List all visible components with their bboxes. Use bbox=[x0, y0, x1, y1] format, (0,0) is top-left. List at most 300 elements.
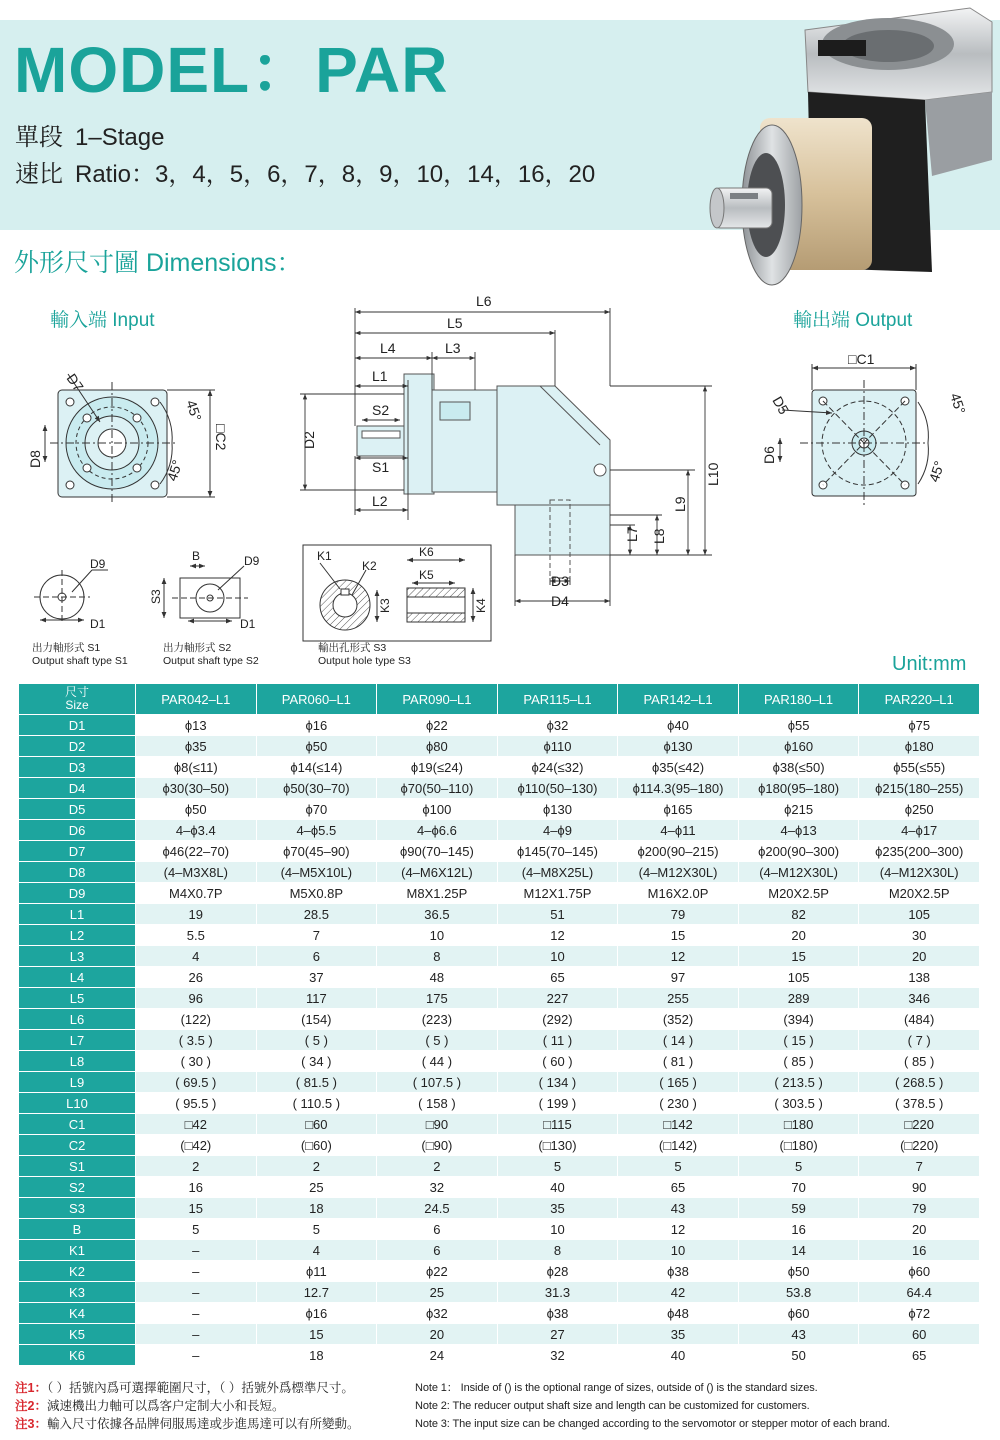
spec-value-cell: ( 7 ) bbox=[859, 1030, 980, 1051]
spec-value-cell: (352) bbox=[618, 1009, 739, 1030]
spec-value-cell: 2 bbox=[136, 1156, 257, 1177]
spec-value-cell: 2 bbox=[256, 1156, 377, 1177]
spec-value-cell: 28.5 bbox=[256, 904, 377, 925]
spec-value-cell: ϕ11 bbox=[256, 1261, 377, 1282]
spec-value-cell: 4–ϕ6.6 bbox=[377, 820, 498, 841]
spec-value-cell: ϕ165 bbox=[618, 799, 739, 820]
spec-value-cell: M8X1.25P bbox=[377, 883, 498, 904]
label-K4: K4 bbox=[474, 598, 488, 613]
label-B: B bbox=[192, 549, 201, 563]
spec-value-cell: 65 bbox=[859, 1345, 980, 1366]
spec-value-cell: □142 bbox=[618, 1114, 739, 1135]
note-text-zh: 減速機出力軸可以爲客户定制大小和長短。 bbox=[46, 1399, 285, 1413]
label-D1: D1 bbox=[90, 617, 106, 631]
spec-value-cell: 51 bbox=[497, 904, 618, 925]
spec-value-cell: (4–M12X30L) bbox=[859, 862, 980, 883]
table-row bbox=[19, 841, 980, 862]
section-title-dimensions: 外形尺寸圖 Dimensions： bbox=[14, 249, 302, 277]
spec-value-cell: 4–ϕ5.5 bbox=[256, 820, 377, 841]
param-label-cell: D9 bbox=[19, 883, 136, 904]
param-label-cell: K3 bbox=[19, 1282, 136, 1303]
table-row bbox=[19, 1261, 980, 1282]
spec-value-cell: 59 bbox=[738, 1198, 859, 1219]
label-D1: D1 bbox=[240, 617, 256, 631]
unit-label: Unit:mm bbox=[892, 653, 967, 675]
note-text-en: Note 2: The reducer output shaft size and length can be customized for customers. bbox=[415, 1400, 810, 1412]
spec-value-cell: ( 14 ) bbox=[618, 1030, 739, 1051]
caption-s3-en: Output hole type S3 bbox=[318, 655, 411, 667]
spec-value-cell: (4–M12X30L) bbox=[618, 862, 739, 883]
spec-value-cell: 20 bbox=[859, 946, 980, 967]
spec-value-cell: 5 bbox=[497, 1156, 618, 1177]
spec-value-cell: ( 107.5 ) bbox=[377, 1072, 498, 1093]
spec-value-cell: □90 bbox=[377, 1114, 498, 1135]
table-row bbox=[19, 1114, 980, 1135]
spec-value-cell: ϕ30(30–50) bbox=[136, 778, 257, 799]
spec-value-cell: 70 bbox=[738, 1177, 859, 1198]
spec-value-cell: ϕ200(90–300) bbox=[738, 841, 859, 862]
spec-value-cell: ( 134 ) bbox=[497, 1072, 618, 1093]
spec-value-cell: M16X2.0P bbox=[618, 883, 739, 904]
spec-value-cell: ϕ70(45–90) bbox=[256, 841, 377, 862]
label-L10: L10 bbox=[705, 462, 721, 486]
param-label-cell: L2 bbox=[19, 925, 136, 946]
spec-value-cell: ϕ70(50–110) bbox=[377, 778, 498, 799]
spec-value-cell: □60 bbox=[256, 1114, 377, 1135]
spec-value-cell: (□180) bbox=[738, 1135, 859, 1156]
spec-value-cell: 5 bbox=[738, 1156, 859, 1177]
input-end-view bbox=[45, 374, 215, 505]
spec-value-cell: ϕ180 bbox=[859, 736, 980, 757]
label-D6: D6 bbox=[761, 446, 777, 464]
param-label-cell: C1 bbox=[19, 1114, 136, 1135]
spec-value-cell: – bbox=[136, 1345, 257, 1366]
param-label-cell: S2 bbox=[19, 1177, 136, 1198]
label-angle-45: 45° bbox=[947, 390, 969, 417]
spec-value-cell: 26 bbox=[136, 967, 257, 988]
caption-s2-en: Output shaft type S2 bbox=[163, 655, 259, 667]
spec-value-cell: ( 69.5 ) bbox=[136, 1072, 257, 1093]
model-header-cell: PAR115–L1 bbox=[497, 684, 618, 715]
spec-value-cell: ( 44 ) bbox=[377, 1051, 498, 1072]
param-label-cell: K6 bbox=[19, 1345, 136, 1366]
spec-value-cell: 16 bbox=[136, 1177, 257, 1198]
spec-value-cell: (□130) bbox=[497, 1135, 618, 1156]
label-D9: D9 bbox=[90, 557, 106, 571]
spec-value-cell: (4–M12X30L) bbox=[738, 862, 859, 883]
param-label-cell: K1 bbox=[19, 1240, 136, 1261]
spec-value-cell: 64.4 bbox=[859, 1282, 980, 1303]
spec-value-cell: (□42) bbox=[136, 1135, 257, 1156]
table-row bbox=[19, 925, 980, 946]
spec-value-cell: 138 bbox=[859, 967, 980, 988]
spec-value-cell: 25 bbox=[377, 1282, 498, 1303]
label-D9: D9 bbox=[244, 554, 260, 568]
spec-value-cell: 6 bbox=[377, 1240, 498, 1261]
spec-value-cell: 105 bbox=[859, 904, 980, 925]
param-label-cell: C2 bbox=[19, 1135, 136, 1156]
param-label-cell: L5 bbox=[19, 988, 136, 1009]
spec-value-cell: 5 bbox=[618, 1156, 739, 1177]
table-row bbox=[19, 1072, 980, 1093]
param-label-cell: K5 bbox=[19, 1324, 136, 1345]
model-header-cell: PAR220–L1 bbox=[859, 684, 980, 715]
label-D7: D7 bbox=[63, 370, 87, 395]
spec-value-cell: ϕ200(90–215) bbox=[618, 841, 739, 862]
param-label-cell: D8 bbox=[19, 862, 136, 883]
spec-value-cell: 40 bbox=[497, 1177, 618, 1198]
spec-value-cell: □220 bbox=[859, 1114, 980, 1135]
spec-value-cell: 20 bbox=[738, 925, 859, 946]
param-label-cell: L10 bbox=[19, 1093, 136, 1114]
spec-value-cell: 24.5 bbox=[377, 1198, 498, 1219]
spec-value-cell: 2 bbox=[377, 1156, 498, 1177]
table-row bbox=[19, 1030, 980, 1051]
table-row bbox=[19, 799, 980, 820]
spec-value-cell: 10 bbox=[618, 1240, 739, 1261]
dimension-drawings bbox=[0, 290, 1000, 680]
spec-value-cell: 18 bbox=[256, 1198, 377, 1219]
note-label: 注2： bbox=[15, 1399, 47, 1413]
spec-value-cell: (□60) bbox=[256, 1135, 377, 1156]
label-L3: L3 bbox=[445, 340, 461, 356]
spec-value-cell: ( 85 ) bbox=[859, 1051, 980, 1072]
spec-value-cell: 175 bbox=[377, 988, 498, 1009]
label-S1: S1 bbox=[372, 459, 390, 475]
spec-value-cell: 90 bbox=[859, 1177, 980, 1198]
spec-value-cell: ϕ35 bbox=[136, 736, 257, 757]
label-D8: D8 bbox=[27, 450, 43, 468]
spec-value-cell: 15 bbox=[136, 1198, 257, 1219]
spec-value-cell: ϕ38(≤50) bbox=[738, 757, 859, 778]
param-label-cell: L3 bbox=[19, 946, 136, 967]
label-L2: L2 bbox=[372, 493, 388, 509]
caption-s2-zh: 出力軸形式 S2 bbox=[163, 642, 232, 654]
spec-value-cell: ϕ13 bbox=[136, 715, 257, 736]
spec-value-cell: ϕ8(≤11) bbox=[136, 757, 257, 778]
label-L5: L5 bbox=[447, 315, 463, 331]
label-K1: K1 bbox=[317, 549, 332, 563]
note-label: 注1： bbox=[15, 1381, 47, 1395]
table-row bbox=[19, 1051, 980, 1072]
spec-value-cell: ϕ60 bbox=[859, 1261, 980, 1282]
spec-value-cell: ( 165 ) bbox=[618, 1072, 739, 1093]
spec-value-cell: 227 bbox=[497, 988, 618, 1009]
shaft-type-s2-sketch bbox=[164, 566, 248, 621]
param-label-cell: S3 bbox=[19, 1198, 136, 1219]
spec-value-cell: ϕ130 bbox=[497, 799, 618, 820]
spec-value-cell: – bbox=[136, 1261, 257, 1282]
spec-value-cell: 16 bbox=[738, 1219, 859, 1240]
spec-value-cell: 40 bbox=[618, 1345, 739, 1366]
table-row bbox=[19, 1324, 980, 1345]
spec-value-cell: ϕ90(70–145) bbox=[377, 841, 498, 862]
gearbox-photo bbox=[700, 0, 1000, 300]
spec-value-cell: ϕ215(180–255) bbox=[859, 778, 980, 799]
spec-value-cell: ( 378.5 ) bbox=[859, 1093, 980, 1114]
spec-value-cell: 346 bbox=[859, 988, 980, 1009]
table-row bbox=[19, 1282, 980, 1303]
note-2 bbox=[15, 1397, 990, 1415]
label-K5: K5 bbox=[419, 568, 434, 582]
table-row bbox=[19, 1240, 980, 1261]
label-D5: D5 bbox=[769, 393, 793, 418]
spec-value-cell: M4X0.7P bbox=[136, 883, 257, 904]
table-row bbox=[19, 988, 980, 1009]
spec-value-cell: 65 bbox=[618, 1177, 739, 1198]
spec-value-cell: 4 bbox=[136, 946, 257, 967]
note-label: 注3： bbox=[15, 1417, 47, 1431]
label-D4: D4 bbox=[551, 593, 569, 609]
spec-value-cell: 7 bbox=[256, 925, 377, 946]
spec-value-cell: 31.3 bbox=[497, 1282, 618, 1303]
param-label-cell: L1 bbox=[19, 904, 136, 925]
spec-value-cell: 15 bbox=[738, 946, 859, 967]
ratio-label-zh: 速比 bbox=[15, 161, 63, 188]
spec-value-cell: (□90) bbox=[377, 1135, 498, 1156]
spec-value-cell: 79 bbox=[859, 1198, 980, 1219]
spec-value-cell: M20X2.5P bbox=[738, 883, 859, 904]
spec-value-cell: 16 bbox=[859, 1240, 980, 1261]
model-header-cell: PAR090–L1 bbox=[377, 684, 498, 715]
spec-value-cell: ϕ60 bbox=[738, 1303, 859, 1324]
spec-value-cell: 20 bbox=[859, 1219, 980, 1240]
label-L4: L4 bbox=[380, 340, 396, 356]
spec-value-cell: 10 bbox=[377, 925, 498, 946]
param-label-cell: D6 bbox=[19, 820, 136, 841]
spec-value-cell: ( 268.5 ) bbox=[859, 1072, 980, 1093]
spec-value-cell: ϕ110 bbox=[497, 736, 618, 757]
spec-table bbox=[18, 683, 980, 1366]
spec-value-cell: 4–ϕ17 bbox=[859, 820, 980, 841]
spec-value-cell: (4–M6X12L) bbox=[377, 862, 498, 883]
spec-value-cell: – bbox=[136, 1303, 257, 1324]
spec-value-cell: 12 bbox=[618, 1219, 739, 1240]
note-text-en: Note 3: The input size can be changed according to the servomotor or stepper motor of each brand. bbox=[415, 1418, 890, 1430]
spec-value-cell: ( 15 ) bbox=[738, 1030, 859, 1051]
model-title: MODEL：PAR bbox=[14, 34, 449, 106]
table-row bbox=[19, 883, 980, 904]
spec-value-cell: ϕ75 bbox=[859, 715, 980, 736]
spec-value-cell: ϕ22 bbox=[377, 1261, 498, 1282]
table-row bbox=[19, 1345, 980, 1366]
spec-value-cell: 8 bbox=[497, 1240, 618, 1261]
side-view bbox=[357, 374, 610, 578]
spec-value-cell: ( 30 ) bbox=[136, 1051, 257, 1072]
param-label-cell: D4 bbox=[19, 778, 136, 799]
table-row bbox=[19, 862, 980, 883]
spec-value-cell: ϕ28 bbox=[497, 1261, 618, 1282]
spec-value-cell: 24 bbox=[377, 1345, 498, 1366]
spec-value-cell: 82 bbox=[738, 904, 859, 925]
spec-value-cell: ϕ32 bbox=[497, 715, 618, 736]
spec-value-cell: 10 bbox=[497, 946, 618, 967]
spec-value-cell: 79 bbox=[618, 904, 739, 925]
spec-table-body bbox=[19, 715, 980, 1366]
label-D2: D2 bbox=[301, 431, 317, 449]
spec-value-cell: ϕ50 bbox=[256, 736, 377, 757]
stage-label-zh: 單段 bbox=[15, 124, 63, 151]
spec-value-cell: 15 bbox=[618, 925, 739, 946]
spec-value-cell: ϕ50(30–70) bbox=[256, 778, 377, 799]
spec-value-cell: ϕ16 bbox=[256, 715, 377, 736]
spec-value-cell: 42 bbox=[618, 1282, 739, 1303]
table-row bbox=[19, 736, 980, 757]
spec-value-cell: 20 bbox=[377, 1324, 498, 1345]
note-text-zh: （ ）括號內爲可選擇範圍尺寸，（ ）括號外爲標準尺寸。 bbox=[46, 1381, 354, 1395]
stage-line bbox=[15, 124, 164, 153]
spec-value-cell: 18 bbox=[256, 1345, 377, 1366]
spec-value-cell: ( 5 ) bbox=[377, 1030, 498, 1051]
param-label-cell: L9 bbox=[19, 1072, 136, 1093]
label-D3: D3 bbox=[551, 573, 569, 589]
spec-value-cell: ϕ180(95–180) bbox=[738, 778, 859, 799]
spec-value-cell: 6 bbox=[256, 946, 377, 967]
spec-value-cell: M12X1.75P bbox=[497, 883, 618, 904]
spec-value-cell: (□220) bbox=[859, 1135, 980, 1156]
spec-value-cell: ϕ215 bbox=[738, 799, 859, 820]
spec-value-cell: 12 bbox=[618, 946, 739, 967]
spec-value-cell: ϕ50 bbox=[136, 799, 257, 820]
param-label-cell: B bbox=[19, 1219, 136, 1240]
spec-value-cell: 30 bbox=[859, 925, 980, 946]
note-text-zh: 輸入尺寸依據各品牌伺服馬達或步進馬達可以有所變動。 bbox=[46, 1417, 360, 1431]
spec-value-cell: ϕ55(≤55) bbox=[859, 757, 980, 778]
spec-value-cell: ϕ130 bbox=[618, 736, 739, 757]
spec-value-cell: 5 bbox=[136, 1219, 257, 1240]
spec-value-cell: 35 bbox=[497, 1198, 618, 1219]
table-row bbox=[19, 967, 980, 988]
label-C1: □C1 bbox=[848, 351, 875, 367]
spec-value-cell: 289 bbox=[738, 988, 859, 1009]
param-label-cell: L6 bbox=[19, 1009, 136, 1030]
table-row bbox=[19, 1303, 980, 1324]
label-S3: S3 bbox=[149, 589, 163, 604]
label-K3: K3 bbox=[378, 598, 392, 613]
output-view-title: 輸出端 Output bbox=[793, 310, 913, 331]
spec-value-cell: ( 34 ) bbox=[256, 1051, 377, 1072]
spec-value-cell: ( 3.5 ) bbox=[136, 1030, 257, 1051]
spec-value-cell: ( 303.5 ) bbox=[738, 1093, 859, 1114]
spec-value-cell: 7 bbox=[859, 1156, 980, 1177]
label-L9: L9 bbox=[672, 496, 688, 512]
spec-value-cell: ( 199 ) bbox=[497, 1093, 618, 1114]
table-row bbox=[19, 1156, 980, 1177]
spec-value-cell: 19 bbox=[136, 904, 257, 925]
spec-value-cell: 4–ϕ13 bbox=[738, 820, 859, 841]
spec-value-cell: 12.7 bbox=[256, 1282, 377, 1303]
size-header-en: Size bbox=[65, 698, 89, 712]
spec-value-cell: 105 bbox=[738, 967, 859, 988]
spec-value-cell: ( 95.5 ) bbox=[136, 1093, 257, 1114]
spec-value-cell: M5X0.8P bbox=[256, 883, 377, 904]
label-S2: S2 bbox=[372, 402, 390, 418]
spec-value-cell: 43 bbox=[618, 1198, 739, 1219]
shaft-type-s1-sketch bbox=[34, 570, 108, 624]
spec-value-cell: – bbox=[136, 1282, 257, 1303]
spec-value-cell: 117 bbox=[256, 988, 377, 1009]
spec-table-header bbox=[19, 684, 980, 715]
spec-value-cell: □42 bbox=[136, 1114, 257, 1135]
spec-value-cell: ϕ40 bbox=[618, 715, 739, 736]
spec-value-cell: ( 158 ) bbox=[377, 1093, 498, 1114]
spec-value-cell: ϕ46(22–70) bbox=[136, 841, 257, 862]
spec-value-cell: 5.5 bbox=[136, 925, 257, 946]
spec-value-cell: 50 bbox=[738, 1345, 859, 1366]
param-label-cell: K4 bbox=[19, 1303, 136, 1324]
table-row bbox=[19, 1093, 980, 1114]
spec-value-cell: 10 bbox=[497, 1219, 618, 1240]
spec-value-cell: ϕ72 bbox=[859, 1303, 980, 1324]
table-row bbox=[19, 757, 980, 778]
spec-value-cell: ϕ50 bbox=[738, 1261, 859, 1282]
label-angle-45: 45° bbox=[163, 457, 186, 483]
table-row bbox=[19, 715, 980, 736]
spec-value-cell: □115 bbox=[497, 1114, 618, 1135]
param-label-cell: K2 bbox=[19, 1261, 136, 1282]
spec-value-cell: 8 bbox=[377, 946, 498, 967]
param-label-cell: D7 bbox=[19, 841, 136, 862]
spec-value-cell: 14 bbox=[738, 1240, 859, 1261]
spec-value-cell: (154) bbox=[256, 1009, 377, 1030]
spec-value-cell: ϕ100 bbox=[377, 799, 498, 820]
model-header-cell: PAR060–L1 bbox=[256, 684, 377, 715]
input-view-title: 輸入端 Input bbox=[50, 310, 155, 331]
spec-value-cell: ϕ55 bbox=[738, 715, 859, 736]
spec-value-cell: 5 bbox=[256, 1219, 377, 1240]
param-label-cell: D3 bbox=[19, 757, 136, 778]
spec-value-cell: ϕ114.3(95–180) bbox=[618, 778, 739, 799]
label-K2: K2 bbox=[362, 559, 377, 573]
table-row bbox=[19, 946, 980, 967]
note-text-en: Note 1： Inside of () is the optional range of sizes, outside of () is the standard sizes. bbox=[415, 1382, 818, 1394]
spec-value-cell: ( 81.5 ) bbox=[256, 1072, 377, 1093]
spec-value-cell: 43 bbox=[738, 1324, 859, 1345]
spec-value-cell: □180 bbox=[738, 1114, 859, 1135]
spec-value-cell: ϕ160 bbox=[738, 736, 859, 757]
spec-value-cell: ϕ38 bbox=[618, 1261, 739, 1282]
spec-value-cell: (4–M3X8L) bbox=[136, 862, 257, 883]
spec-value-cell: ϕ235(200–300) bbox=[859, 841, 980, 862]
spec-value-cell: (□142) bbox=[618, 1135, 739, 1156]
spec-value-cell: ( 81 ) bbox=[618, 1051, 739, 1072]
spec-value-cell: (484) bbox=[859, 1009, 980, 1030]
spec-value-cell: ϕ145(70–145) bbox=[497, 841, 618, 862]
param-label-cell: L4 bbox=[19, 967, 136, 988]
ratio-line bbox=[15, 161, 595, 190]
label-angle-45: 45° bbox=[925, 458, 948, 484]
param-label-cell: L8 bbox=[19, 1051, 136, 1072]
spec-value-cell: (292) bbox=[497, 1009, 618, 1030]
size-header-zh: 尺寸 bbox=[64, 685, 89, 699]
label-C2: □C2 bbox=[213, 424, 229, 451]
spec-value-cell: 4–ϕ9 bbox=[497, 820, 618, 841]
spec-value-cell: ( 230 ) bbox=[618, 1093, 739, 1114]
spec-value-cell: ϕ24(≤32) bbox=[497, 757, 618, 778]
spec-value-cell: 97 bbox=[618, 967, 739, 988]
table-row bbox=[19, 1198, 980, 1219]
param-label-cell: D1 bbox=[19, 715, 136, 736]
model-header-cell: PAR042–L1 bbox=[136, 684, 257, 715]
label-angle-45: 45° bbox=[183, 397, 205, 424]
spec-value-cell: ( 110.5 ) bbox=[256, 1093, 377, 1114]
size-header-cell bbox=[19, 684, 136, 715]
caption-s1-en: Output shaft type S1 bbox=[32, 655, 128, 667]
spec-value-cell: ϕ48 bbox=[618, 1303, 739, 1324]
spec-value-cell: 4 bbox=[256, 1240, 377, 1261]
param-label-cell: S1 bbox=[19, 1156, 136, 1177]
spec-value-cell: 60 bbox=[859, 1324, 980, 1345]
